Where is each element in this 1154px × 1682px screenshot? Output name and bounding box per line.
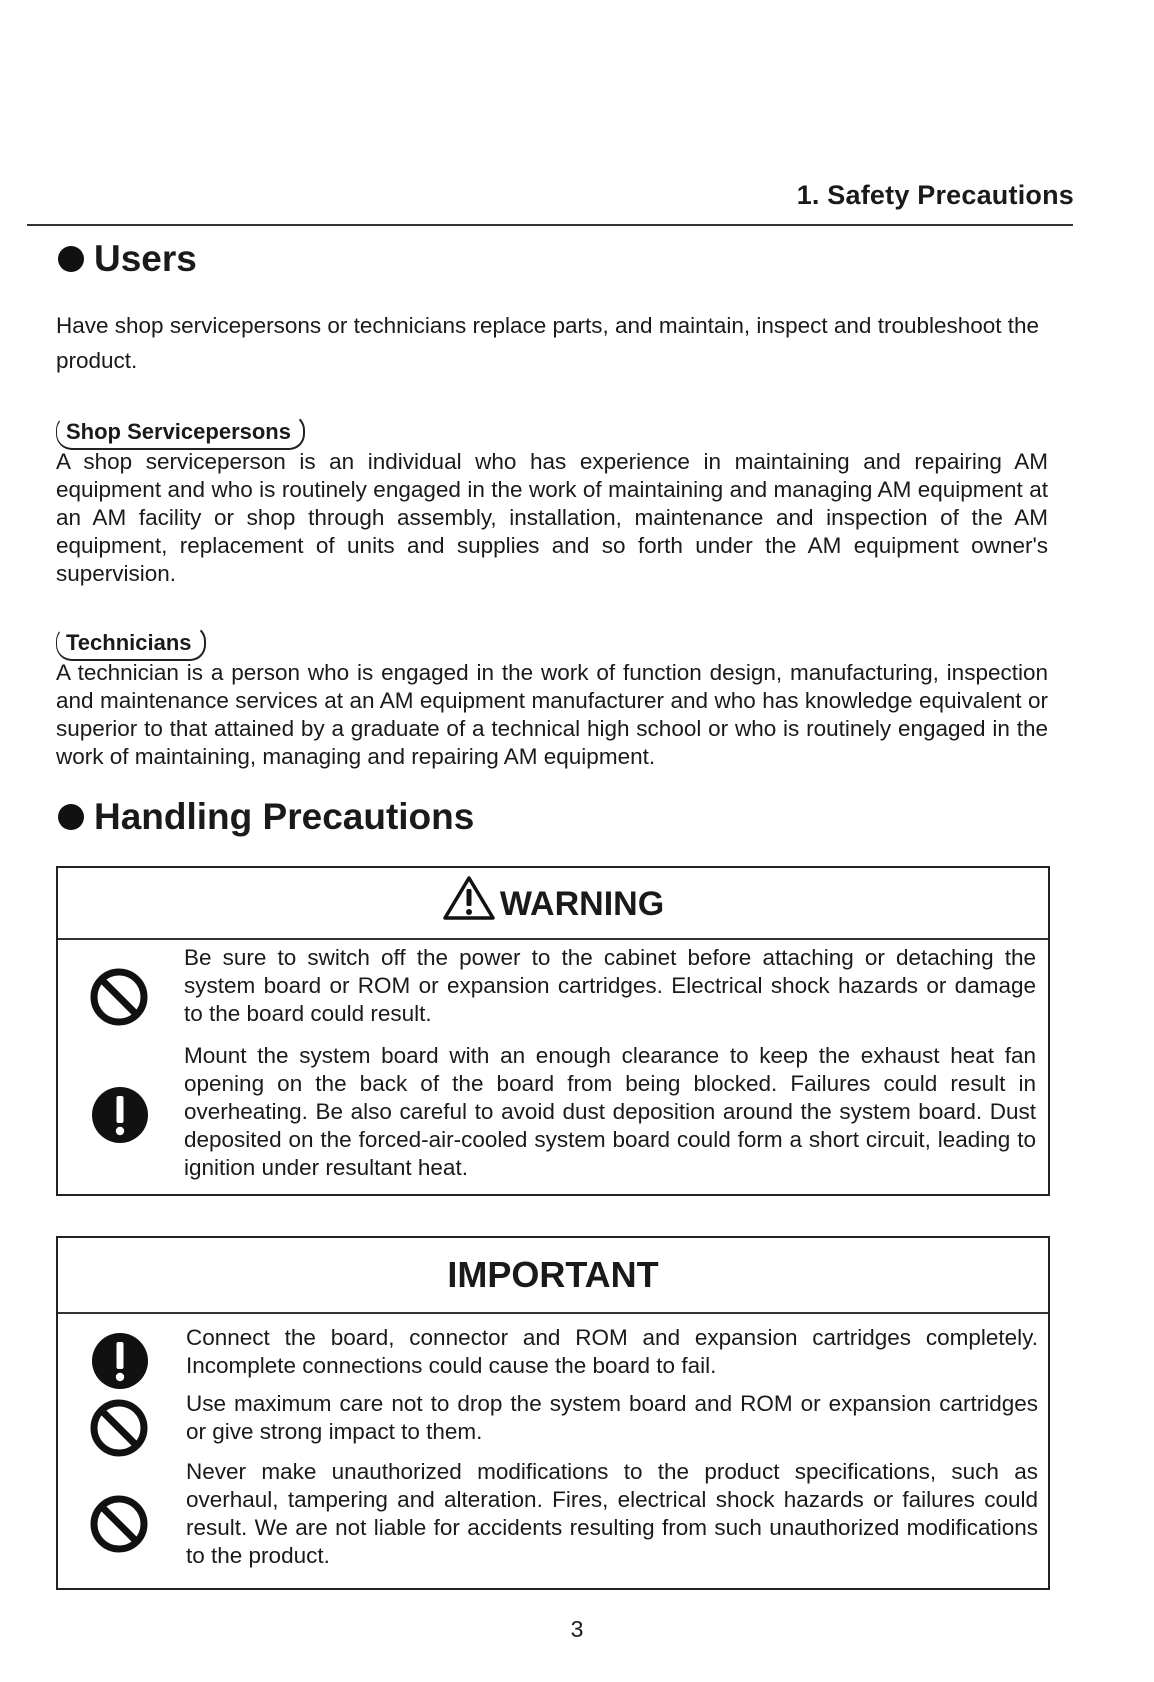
handling-precautions-heading: [58, 796, 474, 838]
warning-triangle-icon: [442, 875, 496, 921]
page-number: 3: [570, 1616, 584, 1642]
handling-precautions-heading-text: Handling Precautions: [94, 796, 475, 837]
mandatory-action-icon: [91, 1332, 149, 1390]
technicians-label: Technicians: [56, 625, 206, 661]
header-divider: [27, 224, 1073, 226]
important-item-2-text: Use maximum care not to drop the system board and ROM or expansion cartridges or give strong impact to them.: [186, 1391, 1038, 1444]
important-item-3-text: Never make unauthorized modifications to the product specifications, such as overhaul, tampering and alteration. Fires, electrical shock hazards or failures could result. We are not liable for accidents resulting from such unauthorized modifications to the product.: [186, 1459, 1038, 1568]
important-box: [56, 1236, 1050, 1590]
bullet-icon: [58, 246, 84, 272]
shop-servicepersons-paragraph: A shop serviceperson is an individual who has experience in maintaining and repairing AM equipment and who is routinely engaged in the work of maintaining and managing AM equipment at an AM facility or shop through assembly, installation, maintenance and inspection of the AM equipment, replacement of units and supplies and so forth under the AM equipment owner's supervision.: [56, 449, 1048, 586]
important-item-1-text: Connect the board, connector and ROM and expansion cartridges completely. Incomplete connections could cause the board to fail.: [186, 1325, 1038, 1378]
warning-box: [56, 866, 1050, 1196]
warning-item-2-text: Mount the system board with an enough clearance to keep the exhaust heat fan opening on the back of the board from being blocked. Failures could result in overheating. Be also careful to avoid dust deposition around the system board. Dust deposited on the forced-air-cooled system board could form a short circuit, leading to ignition under resultant heat.: [184, 1043, 1036, 1180]
warning-title: WARNING: [499, 885, 665, 923]
users-heading-text: Users: [94, 238, 197, 279]
shop-servicepersons-label: Shop Servicepersons: [56, 414, 305, 450]
mandatory-action-icon: [91, 1086, 149, 1144]
prohibition-icon: [89, 1398, 149, 1458]
warning-item-1-text: Be sure to switch off the power to the cabinet before attaching or detaching the system board or ROM or expansion cartridges. Electrical shock hazards or damage to the board could result.: [184, 945, 1036, 1026]
important-title: IMPORTANT: [447, 1254, 659, 1295]
users-paragraph: Have shop servicepersons or technicians replace parts, and maintain, inspect and troubleshoot the product.: [56, 313, 1040, 373]
warning-title-row: [58, 868, 1048, 940]
section-title: 1. Safety Precautions: [796, 180, 1074, 210]
users-heading: [58, 238, 197, 280]
prohibition-icon: [89, 1494, 149, 1554]
bullet-icon: [58, 804, 84, 830]
prohibition-icon: [89, 967, 149, 1027]
important-title-row: [58, 1238, 1048, 1314]
technicians-paragraph: A technician is a person who is engaged in the work of function design, manufacturing, inspection and maintenance services at an AM equipment manufacturer and who has knowledge equivalent or superior to that attained by a graduate of a technical high school or who is routinely engaged in the work of maintaining, managing and repairing AM equipment.: [56, 660, 1048, 769]
